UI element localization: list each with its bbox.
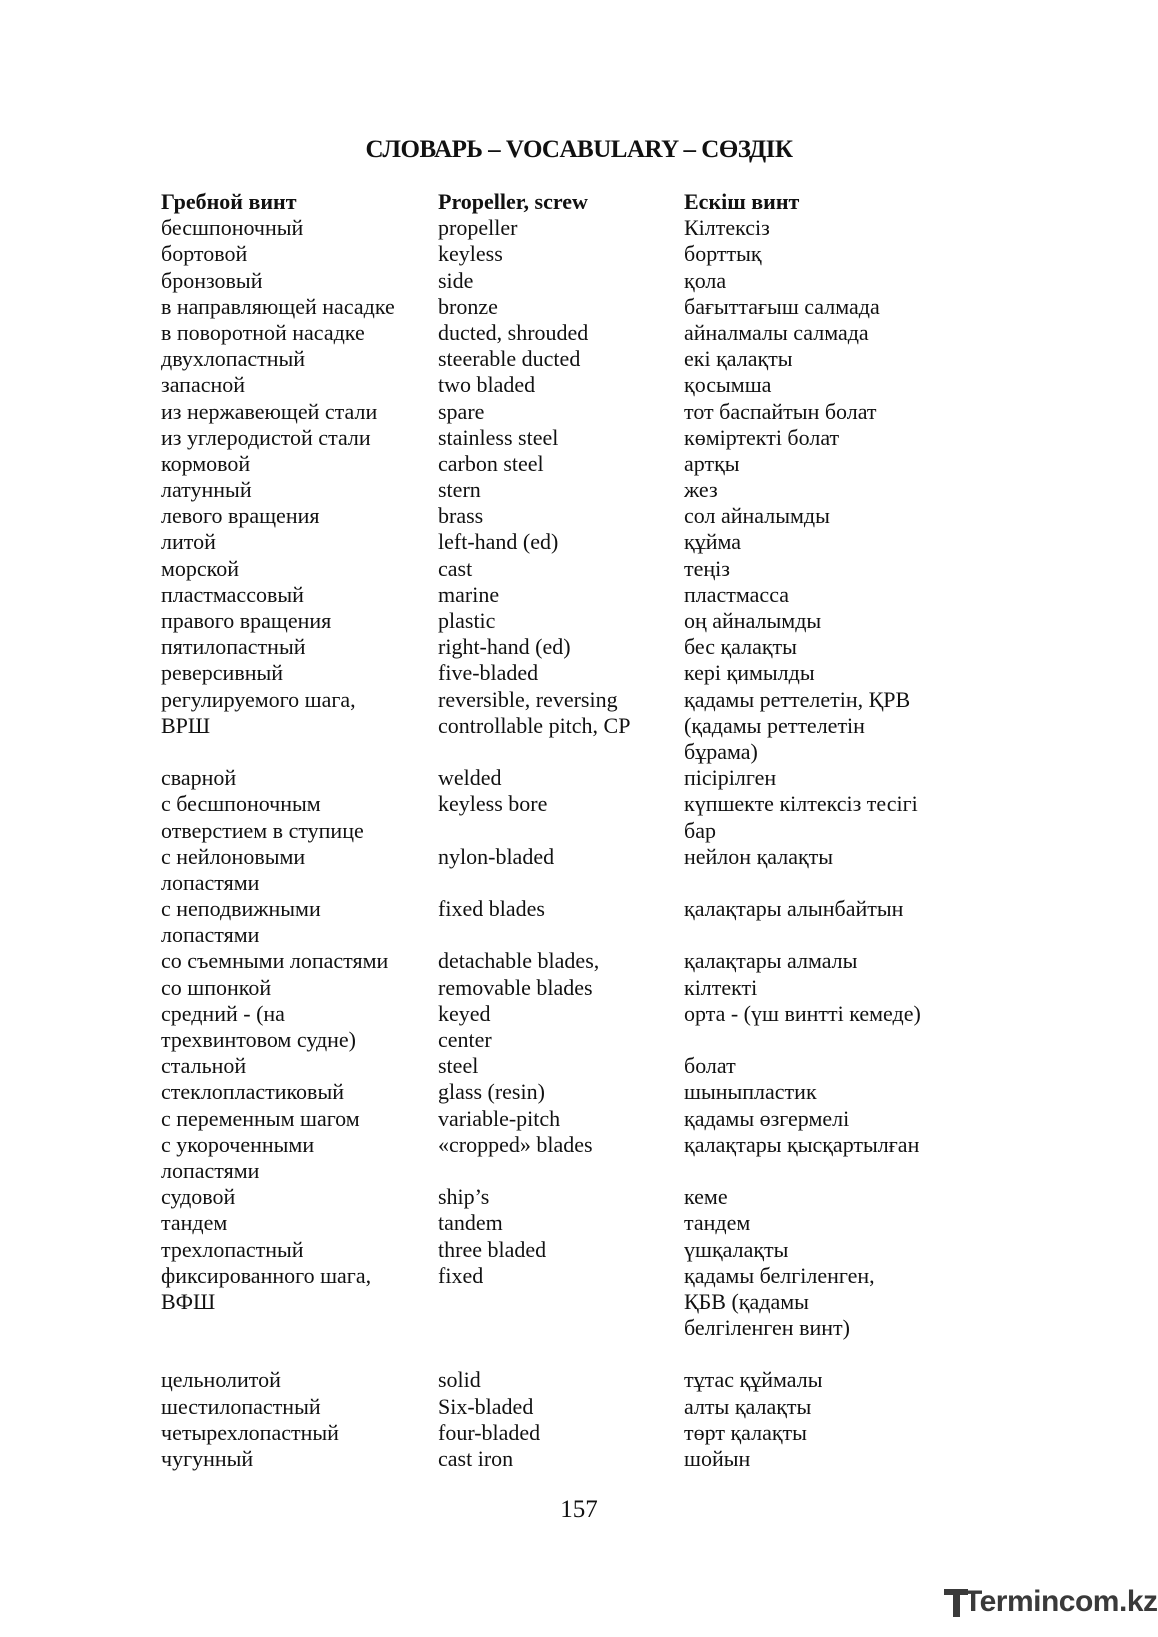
- vocab-entry-line: glass (resin): [438, 1079, 545, 1105]
- vocab-entry-line: [684, 1341, 974, 1367]
- vocab-entry-line: right-hand (ed): [438, 634, 571, 660]
- vocab-entry-line: пісірілген: [684, 765, 777, 791]
- vocab-entry-line: carbon steel: [438, 450, 544, 476]
- vocab-entry-line: қадамы өзгермелі: [684, 1105, 850, 1131]
- page-number: 157: [560, 1496, 598, 1523]
- russian-header: Гребной винт: [161, 189, 297, 214]
- vocab-entry-line: cast iron: [438, 1446, 514, 1471]
- vocab-entry-line: left-hand (ed): [438, 529, 559, 555]
- vocab-entry-line: шестилопастный: [161, 1393, 321, 1419]
- vocab-entry-line: keyed: [438, 1000, 491, 1026]
- vocab-entry-line: лопастями: [161, 1157, 260, 1183]
- vocab-entry-line: борттық: [684, 241, 762, 267]
- vocab-entry-line: нейлон қалақты: [684, 843, 834, 869]
- vocab-entry-line: [161, 1341, 426, 1367]
- vocab-entry-line: латунный: [161, 477, 252, 503]
- vocab-entry-line: регулируемого шага,: [161, 686, 356, 712]
- vocab-entry-line: қалақтары қысқартылған: [684, 1131, 920, 1157]
- vocab-entry-line: қадамы реттелетін, ҚРВ: [684, 686, 911, 712]
- vocab-entry-line: артқы: [684, 450, 740, 476]
- vocab-entry-line: four-bladed: [438, 1419, 541, 1445]
- vocab-entry-line: пластмассовый: [161, 581, 304, 607]
- vocab-entry-line: шойын: [684, 1446, 751, 1471]
- vocab-entry-line: [438, 818, 673, 844]
- vocab-entry-line: five-bladed: [438, 660, 539, 686]
- vocab-entry-line: пятилопастный: [161, 634, 306, 660]
- vocab-entry-line: «cropped» blades: [438, 1131, 593, 1157]
- vocab-entry-line: бұрама): [684, 738, 758, 764]
- vocab-entry-line: тандем: [161, 1210, 228, 1236]
- kazakh-header: Ескіш винт: [684, 189, 800, 214]
- vocab-entry-line: controllable pitch, CP: [438, 712, 631, 738]
- vocab-entry-line: реверсивный: [161, 660, 284, 686]
- vocab-entry-line: с нейлоновыми: [161, 843, 306, 869]
- vocab-entry-line: keyless: [438, 241, 503, 267]
- vocab-entry-line: [438, 1341, 673, 1367]
- vocab-entry-line: бесшпоночный: [161, 215, 304, 241]
- vocab-entry-line: (қадамы реттелетін: [684, 712, 865, 738]
- kazakh-column: [684, 189, 974, 1472]
- vocab-entry-line: алты қалақты: [684, 1393, 812, 1419]
- vocab-entry-line: stainless steel: [438, 424, 559, 450]
- vocab-entry-line: кормовой: [161, 450, 251, 476]
- vocab-entry-line: белгіленген винт): [684, 1315, 850, 1341]
- vocab-entry-line: қосымша: [684, 372, 772, 398]
- vocab-entry-line: steerable ducted: [438, 346, 581, 372]
- vocab-entry-line: [438, 870, 673, 896]
- vocab-entry-line: [684, 1027, 974, 1053]
- vocab-entry-line: трехлопастный: [161, 1236, 304, 1262]
- vocab-entry-line: welded: [438, 765, 502, 791]
- vocab-entry-line: со шпонкой: [161, 974, 272, 1000]
- vocab-entry-line: two bladed: [438, 372, 536, 398]
- vocab-entry-line: removable blades: [438, 974, 593, 1000]
- vocab-entry-line: с переменным шагом: [161, 1105, 360, 1131]
- vocab-entry-line: с укороченными: [161, 1131, 315, 1157]
- vocab-entry-line: из нержавеющей стали: [161, 398, 378, 424]
- vocab-entry-line: правого вращения: [161, 608, 332, 633]
- termincom-logo: [944, 1585, 1158, 1625]
- vocab-entry-line: бронзовый: [161, 267, 263, 293]
- vocab-entry-line: морской: [161, 555, 240, 581]
- vocab-entry-line: четырехлопастный: [161, 1419, 339, 1445]
- vocab-entry-line: стальной: [161, 1053, 247, 1079]
- vocab-entry-line: solid: [438, 1367, 481, 1393]
- vocab-entry-line: из углеродистой стали: [161, 424, 371, 450]
- vocab-entry-line: фиксированного шага,: [161, 1262, 372, 1288]
- vocab-entry-line: [684, 1158, 974, 1184]
- vocab-entry-line: қола: [684, 267, 727, 293]
- vocab-entry-line: тандем: [684, 1210, 751, 1236]
- vocab-entry-line: keyless bore: [438, 791, 548, 817]
- vocab-entry-line: tandem: [438, 1210, 503, 1236]
- vocab-entry-line: пластмасса: [684, 581, 789, 607]
- vocab-entry-line: үшқалақты: [684, 1236, 789, 1262]
- vocab-entry-line: шыныпластик: [684, 1079, 817, 1105]
- vocab-entry-line: тот баспайтын болат: [684, 398, 877, 424]
- vocab-entry-line: теңіз: [684, 555, 730, 581]
- vocab-entry-line: төрт қалақты: [684, 1419, 807, 1445]
- vocab-entry-line: бар: [684, 817, 716, 843]
- vocab-entry-line: [161, 1315, 426, 1341]
- vocab-entry-line: қалақтары алмалы: [684, 948, 858, 974]
- vocab-entry-line: brass: [438, 503, 484, 529]
- vocab-entry-line: литой: [161, 529, 216, 555]
- vocab-entry-line: средний - (на: [161, 1000, 285, 1026]
- vocab-entry-line: cast: [438, 555, 473, 581]
- vocab-entry-line: marine: [438, 581, 500, 607]
- vocab-entry-line: чугунный: [161, 1446, 254, 1471]
- vocab-entry-line: екі қалақты: [684, 346, 793, 372]
- vocab-entry-line: detachable blades,: [438, 948, 600, 974]
- vocab-entry-line: қадамы белгіленген,: [684, 1262, 875, 1288]
- vocab-entry-line: ВРШ: [161, 712, 211, 738]
- vocab-entry-line: со съемными лопастями: [161, 948, 389, 974]
- vocab-entry-line: болат: [684, 1053, 736, 1079]
- vocab-entry-line: fixed blades: [438, 896, 545, 922]
- vocab-entry-line: запасной: [161, 372, 246, 398]
- vocab-entry-line: [438, 922, 673, 948]
- vocab-entry-line: ducted, shrouded: [438, 319, 589, 345]
- vocab-entry-line: жез: [684, 477, 718, 503]
- vocab-entry-line: двухлопастный: [161, 346, 306, 372]
- vocab-entry-line: ship’s: [438, 1184, 490, 1210]
- vocab-entry-line: отверстием в ступице: [161, 817, 364, 843]
- vocab-entry-line: side: [438, 267, 474, 293]
- vocab-entry-line: three bladed: [438, 1236, 547, 1262]
- vocab-entry-line: оң айналымды: [684, 608, 822, 633]
- vocab-entry-line: [438, 1158, 673, 1184]
- vocab-entry-line: күпшекте кілтексіз тесігі: [684, 791, 918, 817]
- vocab-entry-line: орта - (үш винтті кемеде): [684, 1000, 921, 1026]
- vocab-entry-line: кеме: [684, 1184, 728, 1210]
- vocab-entry-line: сварной: [161, 765, 237, 791]
- vocab-entry-line: propeller: [438, 215, 518, 241]
- vocab-entry-line: цельнолитой: [161, 1367, 281, 1393]
- vocab-entry-line: [161, 739, 426, 765]
- vocab-entry-line: [684, 922, 974, 948]
- vocab-entry-line: fixed: [438, 1262, 484, 1288]
- vocab-entry-line: лопастями: [161, 869, 260, 895]
- vocab-entry-line: трехвинтовом судне): [161, 1027, 357, 1052]
- logo-text: Termincom.kz: [964, 1585, 1158, 1618]
- vocab-entry-line: [438, 1315, 673, 1341]
- vocab-entry-line: bronze: [438, 293, 498, 319]
- vocab-entry-line: [438, 1289, 673, 1315]
- vocab-entry-line: Six-bladed: [438, 1393, 534, 1419]
- vocab-entry-line: лопастями: [161, 922, 260, 948]
- vocab-entry-line: с неподвижными: [161, 896, 321, 922]
- vocab-entry-line: stern: [438, 477, 481, 503]
- vocab-entry-line: steel: [438, 1053, 479, 1079]
- vocab-entry-line: reversible, reversing: [438, 686, 618, 712]
- vocab-entry-line: бортовой: [161, 241, 248, 267]
- vocab-entry-line: сол айналымды: [684, 503, 830, 529]
- vocab-entry-line: судовой: [161, 1184, 236, 1210]
- vocab-entry-line: бағыттағыш салмада: [684, 293, 880, 319]
- vocab-entry-line: стеклопластиковый: [161, 1079, 344, 1105]
- vocab-entry-line: ҚБВ (қадамы: [684, 1288, 809, 1314]
- vocab-entry-line: с бесшпоночным: [161, 791, 321, 817]
- vocab-entry-line: кері қимылды: [684, 660, 815, 686]
- vocab-entry-line: center: [438, 1027, 492, 1052]
- vocab-entry-line: левого вращения: [161, 503, 320, 529]
- vocab-entry-line: в направляющей насадке: [161, 293, 395, 319]
- vocab-entry-line: Кілтексіз: [684, 215, 770, 241]
- page-title: СЛОВАРЬ – VOCABULARY – СӨЗДІК: [365, 136, 793, 163]
- english-column: [438, 189, 673, 1472]
- vocab-entry-line: nylon-bladed: [438, 843, 555, 869]
- vocab-entry-line: [438, 739, 673, 765]
- vocab-entry-line: көміртекті болат: [684, 424, 840, 450]
- vocab-entry-line: [684, 870, 974, 896]
- russian-column: [161, 189, 426, 1472]
- vocab-entry-line: spare: [438, 398, 485, 424]
- english-header: Propeller, screw: [438, 189, 588, 214]
- vocab-entry-line: в поворотной насадке: [161, 319, 365, 345]
- vocab-entry-line: ВФШ: [161, 1288, 216, 1314]
- vocab-entry-line: variable-pitch: [438, 1105, 561, 1131]
- vocab-entry-line: құйма: [684, 529, 741, 555]
- vocab-entry-line: айналмалы салмада: [684, 319, 869, 345]
- vocab-entry-line: қалақтары алынбайтын: [684, 896, 904, 922]
- vocab-entry-line: plastic: [438, 608, 496, 633]
- vocab-entry-line: бес қалақты: [684, 634, 797, 660]
- vocab-entry-line: тұтас құймалы: [684, 1367, 823, 1393]
- vocab-entry-line: кілтекті: [684, 974, 758, 1000]
